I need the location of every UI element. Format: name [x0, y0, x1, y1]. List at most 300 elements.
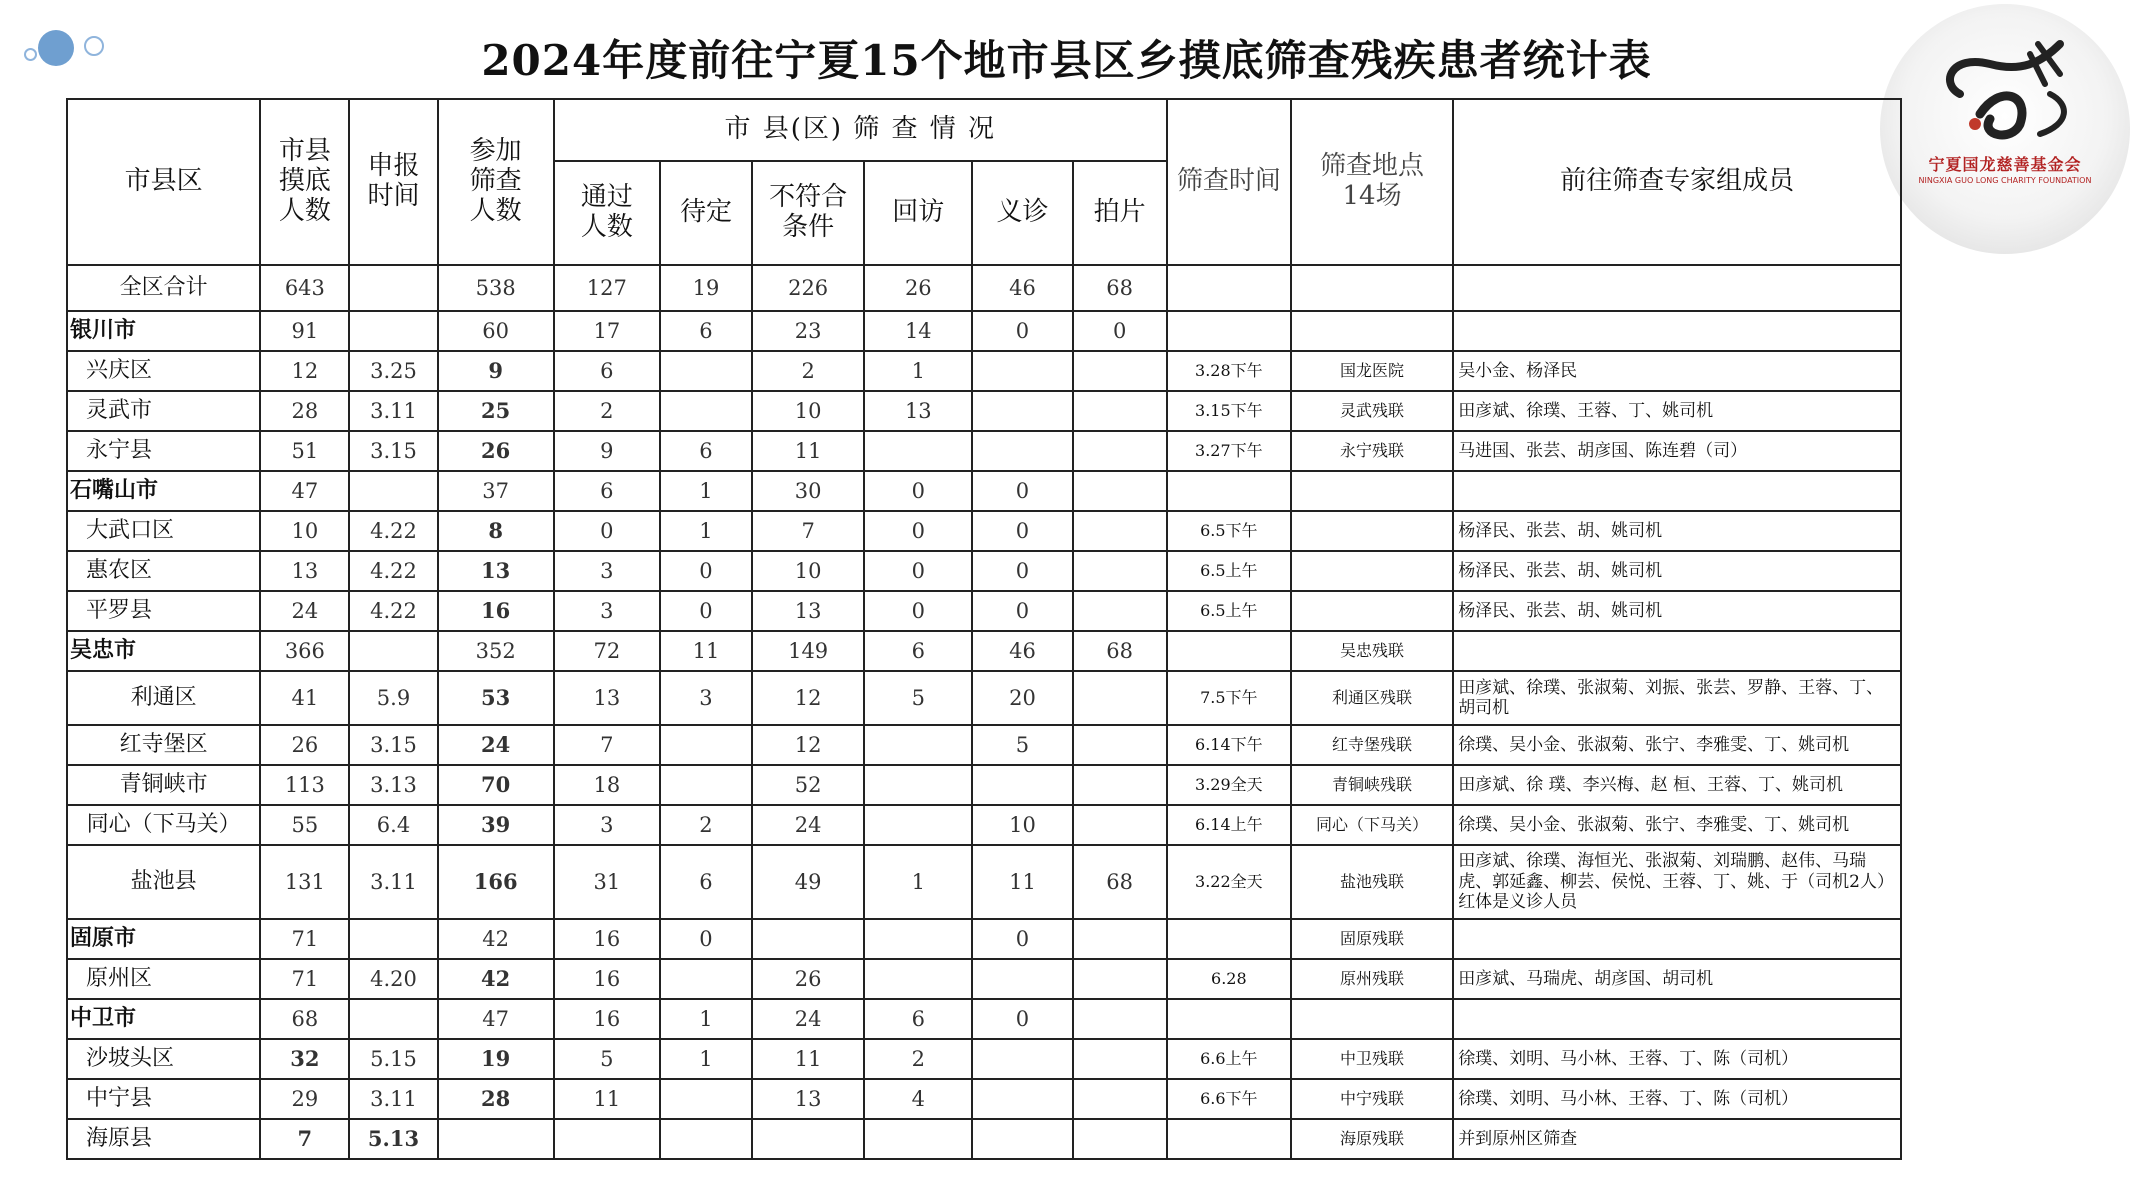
cell-unqualified: 12 — [752, 725, 864, 765]
cell-surveyed: 24 — [260, 591, 349, 631]
cell-apply-time — [349, 265, 437, 311]
cell-participants: 24 — [438, 725, 554, 765]
cell-experts: 杨泽民、张芸、胡、姚司机 — [1453, 591, 1901, 631]
cell-pending: 3 — [660, 671, 752, 725]
logo-english-name: NINGXIA GUO LONG CHARITY FOUNDATION — [1918, 176, 2092, 185]
cell-participants: 352 — [438, 631, 554, 671]
cell-revisit: 1 — [864, 845, 972, 919]
cell-free-clinic: 11 — [972, 845, 1072, 919]
cell-region-name: 灵武市 — [67, 391, 260, 431]
cell-region-name: 兴庆区 — [67, 351, 260, 391]
cell-screen-time: 6.6下午 — [1167, 1079, 1291, 1119]
cell-apply-time: 4.20 — [349, 959, 437, 999]
cell-apply-time: 3.11 — [349, 845, 437, 919]
cell-passed: 3 — [554, 805, 660, 845]
cell-pending: 2 — [660, 805, 752, 845]
cell-revisit: 5 — [864, 671, 972, 725]
cell-unqualified: 26 — [752, 959, 864, 999]
cell-location: 中卫残联 — [1291, 1039, 1453, 1079]
cell-revisit: 14 — [864, 311, 972, 351]
calligraphy-logo-icon — [1920, 24, 2090, 154]
cell-xray — [1073, 471, 1167, 511]
cell-surveyed: 41 — [260, 671, 349, 725]
table-row — [67, 551, 1901, 591]
table-row — [67, 1119, 1901, 1159]
cell-region-name: 固原市 — [67, 919, 260, 959]
cell-region-name: 青铜峡市 — [67, 765, 260, 805]
cell-xray — [1073, 725, 1167, 765]
city-row — [67, 999, 1901, 1039]
cell-xray — [1073, 591, 1167, 631]
cell-screen-time — [1167, 1119, 1291, 1159]
city-row — [67, 631, 1901, 671]
cell-free-clinic: 0 — [972, 471, 1072, 511]
cell-surveyed: 55 — [260, 805, 349, 845]
cell-passed: 3 — [554, 551, 660, 591]
cell-screen-time: 6.5上午 — [1167, 591, 1291, 631]
cell-surveyed: 26 — [260, 725, 349, 765]
cell-apply-time: 3.11 — [349, 1079, 437, 1119]
header-unqualified: 不符合 条件 — [752, 161, 864, 265]
cell-region-name: 惠农区 — [67, 551, 260, 591]
cell-location: 吴忠残联 — [1291, 631, 1453, 671]
cell-revisit — [864, 1119, 972, 1159]
cell-apply-time: 3.11 — [349, 391, 437, 431]
cell-pending — [660, 391, 752, 431]
cell-revisit: 26 — [864, 265, 972, 311]
city-row — [67, 919, 1901, 959]
cell-participants — [438, 1119, 554, 1159]
header-apply-time: 申报 时间 — [349, 99, 437, 265]
cell-screen-time — [1167, 631, 1291, 671]
table-row — [67, 511, 1901, 551]
cell-location: 青铜峡残联 — [1291, 765, 1453, 805]
cell-free-clinic: 46 — [972, 265, 1072, 311]
cell-revisit — [864, 919, 972, 959]
cell-screen-time: 6.5下午 — [1167, 511, 1291, 551]
table-row — [67, 391, 1901, 431]
cell-unqualified: 11 — [752, 431, 864, 471]
cell-screen-time: 6.28 — [1167, 959, 1291, 999]
header-free-clinic: 义诊 — [972, 161, 1072, 265]
cell-free-clinic: 10 — [972, 805, 1072, 845]
cell-free-clinic — [972, 351, 1072, 391]
cell-surveyed: 68 — [260, 999, 349, 1039]
header-participants: 参加 筛查 人数 — [438, 99, 554, 265]
cell-xray — [1073, 805, 1167, 845]
cell-screen-time: 6.14下午 — [1167, 725, 1291, 765]
cell-location: 中宁残联 — [1291, 1079, 1453, 1119]
cell-passed: 16 — [554, 919, 660, 959]
cell-passed: 31 — [554, 845, 660, 919]
cell-surveyed: 643 — [260, 265, 349, 311]
cell-location: 红寺堡残联 — [1291, 725, 1453, 765]
cell-location: 海原残联 — [1291, 1119, 1453, 1159]
cell-region-name: 吴忠市 — [67, 631, 260, 671]
cell-xray: 68 — [1073, 845, 1167, 919]
cell-revisit: 6 — [864, 631, 972, 671]
header-screening-group: 市 县(区) 筛 查 情 况 — [554, 99, 1167, 161]
table-header — [67, 99, 1901, 265]
cell-surveyed: 13 — [260, 551, 349, 591]
cell-unqualified: 10 — [752, 391, 864, 431]
cell-region-name: 平罗县 — [67, 591, 260, 631]
cell-passed: 16 — [554, 999, 660, 1039]
cell-region-name: 中宁县 — [67, 1079, 260, 1119]
table-row — [67, 351, 1901, 391]
foundation-logo — [1880, 4, 2130, 254]
cell-passed: 6 — [554, 471, 660, 511]
cell-experts: 徐璞、刘明、马小林、王蓉、丁、陈（司机） — [1453, 1039, 1901, 1079]
cell-location — [1291, 999, 1453, 1039]
cell-experts: 田彦斌、徐璞、王蓉、丁、姚司机 — [1453, 391, 1901, 431]
cell-location: 盐池残联 — [1291, 845, 1453, 919]
cell-surveyed: 71 — [260, 919, 349, 959]
cell-experts: 并到原州区筛查 — [1453, 1119, 1901, 1159]
cell-screen-time: 3.27下午 — [1167, 431, 1291, 471]
cell-experts — [1453, 311, 1901, 351]
cell-unqualified: 149 — [752, 631, 864, 671]
cell-apply-time: 4.22 — [349, 591, 437, 631]
header-xray: 拍片 — [1073, 161, 1167, 265]
cell-xray — [1073, 671, 1167, 725]
cell-revisit — [864, 805, 972, 845]
cell-xray — [1073, 511, 1167, 551]
cell-participants: 47 — [438, 999, 554, 1039]
cell-revisit — [864, 959, 972, 999]
cell-apply-time: 5.15 — [349, 1039, 437, 1079]
total-row — [67, 265, 1901, 311]
cell-participants: 16 — [438, 591, 554, 631]
cell-revisit — [864, 431, 972, 471]
cell-participants: 19 — [438, 1039, 554, 1079]
cell-xray — [1073, 919, 1167, 959]
cell-region-name: 原州区 — [67, 959, 260, 999]
cell-location — [1291, 591, 1453, 631]
cell-screen-time — [1167, 471, 1291, 511]
cell-surveyed: 51 — [260, 431, 349, 471]
cell-free-clinic: 0 — [972, 511, 1072, 551]
cell-free-clinic: 0 — [972, 919, 1072, 959]
cell-participants: 13 — [438, 551, 554, 591]
cell-apply-time — [349, 999, 437, 1039]
cell-unqualified: 23 — [752, 311, 864, 351]
cell-surveyed: 113 — [260, 765, 349, 805]
page-title: 2024年度前往宁夏15个地市县区乡摸底筛查残疾患者统计表 — [481, 36, 1652, 85]
cell-passed: 11 — [554, 1079, 660, 1119]
cell-apply-time — [349, 919, 437, 959]
cell-screen-time: 6.14上午 — [1167, 805, 1291, 845]
cell-region-name: 全区合计 — [67, 265, 260, 311]
cell-revisit: 13 — [864, 391, 972, 431]
logo-chinese-name: 宁夏国龙慈善基金会 — [1928, 155, 2082, 174]
cell-region-name: 盐池县 — [67, 845, 260, 919]
cell-surveyed: 91 — [260, 311, 349, 351]
header-passed: 通过 人数 — [554, 161, 660, 265]
cell-experts: 徐璞、吴小金、张淑菊、张宁、李雅雯、丁、姚司机 — [1453, 805, 1901, 845]
cell-passed: 17 — [554, 311, 660, 351]
table-row — [67, 671, 1901, 725]
cell-experts: 杨泽民、张芸、胡、姚司机 — [1453, 551, 1901, 591]
cell-apply-time: 3.15 — [349, 725, 437, 765]
cell-screen-time: 6.5上午 — [1167, 551, 1291, 591]
cell-xray — [1073, 959, 1167, 999]
cell-screen-time: 6.6上午 — [1167, 1039, 1291, 1079]
cell-apply-time: 3.13 — [349, 765, 437, 805]
cell-location — [1291, 265, 1453, 311]
cell-apply-time — [349, 311, 437, 351]
cell-apply-time: 4.22 — [349, 551, 437, 591]
cell-pending: 1 — [660, 471, 752, 511]
cell-revisit: 2 — [864, 1039, 972, 1079]
cell-experts: 田彦斌、徐璞、海恒光、张淑菊、刘瑞鹏、赵伟、马瑞虎、郭延鑫、柳芸、侯悦、王蓉、丁、姚、于（司机2人）红体是义诊人员 — [1453, 845, 1901, 919]
cell-location: 利通区残联 — [1291, 671, 1453, 725]
cell-unqualified: 13 — [752, 1079, 864, 1119]
cell-free-clinic — [972, 1079, 1072, 1119]
cell-free-clinic — [972, 1119, 1072, 1159]
cell-free-clinic: 0 — [972, 551, 1072, 591]
city-row — [67, 471, 1901, 511]
cell-surveyed: 29 — [260, 1079, 349, 1119]
table-row — [67, 1079, 1901, 1119]
cell-region-name: 中卫市 — [67, 999, 260, 1039]
cell-participants: 538 — [438, 265, 554, 311]
cell-unqualified — [752, 919, 864, 959]
cell-experts: 杨泽民、张芸、胡、姚司机 — [1453, 511, 1901, 551]
cell-passed: 18 — [554, 765, 660, 805]
cell-location: 固原残联 — [1291, 919, 1453, 959]
cell-unqualified: 226 — [752, 265, 864, 311]
cell-region-name: 永宁县 — [67, 431, 260, 471]
cell-participants: 26 — [438, 431, 554, 471]
cell-pending: 19 — [660, 265, 752, 311]
cell-participants: 9 — [438, 351, 554, 391]
cell-participants: 37 — [438, 471, 554, 511]
cell-apply-time — [349, 471, 437, 511]
cell-unqualified: 12 — [752, 671, 864, 725]
cell-pending — [660, 765, 752, 805]
cell-xray — [1073, 391, 1167, 431]
table-row — [67, 725, 1901, 765]
cell-location: 国龙医院 — [1291, 351, 1453, 391]
cell-pending: 1 — [660, 1039, 752, 1079]
cell-pending: 6 — [660, 311, 752, 351]
cell-xray — [1073, 765, 1167, 805]
cell-pending — [660, 1079, 752, 1119]
cell-xray: 0 — [1073, 311, 1167, 351]
cell-free-clinic: 20 — [972, 671, 1072, 725]
cell-free-clinic — [972, 1039, 1072, 1079]
cell-pending — [660, 725, 752, 765]
cell-unqualified: 24 — [752, 805, 864, 845]
cell-xray — [1073, 1119, 1167, 1159]
cell-location — [1291, 551, 1453, 591]
cell-experts: 徐璞、刘明、马小林、王蓉、丁、陈（司机） — [1453, 1079, 1901, 1119]
cell-screen-time: 3.28下午 — [1167, 351, 1291, 391]
cell-unqualified: 13 — [752, 591, 864, 631]
table-row — [67, 431, 1901, 471]
cell-participants: 70 — [438, 765, 554, 805]
cell-free-clinic: 0 — [972, 311, 1072, 351]
city-row — [67, 311, 1901, 351]
cell-participants: 166 — [438, 845, 554, 919]
cell-unqualified: 7 — [752, 511, 864, 551]
cell-unqualified: 2 — [752, 351, 864, 391]
cell-xray — [1073, 1079, 1167, 1119]
cell-surveyed: 71 — [260, 959, 349, 999]
cell-experts — [1453, 471, 1901, 511]
cell-pending: 6 — [660, 845, 752, 919]
cell-region-name: 同心（下马关） — [67, 805, 260, 845]
cell-participants: 39 — [438, 805, 554, 845]
cell-pending — [660, 959, 752, 999]
cell-location: 永宁残联 — [1291, 431, 1453, 471]
cell-surveyed: 12 — [260, 351, 349, 391]
cell-experts: 吴小金、杨泽民 — [1453, 351, 1901, 391]
cell-revisit: 6 — [864, 999, 972, 1039]
cell-region-name: 利通区 — [67, 671, 260, 725]
cell-location: 灵武残联 — [1291, 391, 1453, 431]
cell-participants: 42 — [438, 959, 554, 999]
cell-surveyed: 47 — [260, 471, 349, 511]
cell-location — [1291, 511, 1453, 551]
table-row — [67, 765, 1901, 805]
cell-unqualified: 10 — [752, 551, 864, 591]
cell-revisit: 4 — [864, 1079, 972, 1119]
cell-surveyed: 10 — [260, 511, 349, 551]
cell-apply-time — [349, 631, 437, 671]
cell-experts: 徐璞、吴小金、张淑菊、张宁、李雅雯、丁、姚司机 — [1453, 725, 1901, 765]
cell-free-clinic — [972, 959, 1072, 999]
cell-region-name: 海原县 — [67, 1119, 260, 1159]
cell-revisit — [864, 765, 972, 805]
cell-screen-time — [1167, 311, 1291, 351]
cell-free-clinic — [972, 765, 1072, 805]
cell-xray — [1073, 1039, 1167, 1079]
cell-region-name: 沙坡头区 — [67, 1039, 260, 1079]
cell-region-name: 红寺堡区 — [67, 725, 260, 765]
cell-passed: 13 — [554, 671, 660, 725]
cell-participants: 25 — [438, 391, 554, 431]
cell-passed: 2 — [554, 391, 660, 431]
cell-xray — [1073, 551, 1167, 591]
cell-experts: 田彦斌、马瑞虎、胡彦国、胡司机 — [1453, 959, 1901, 999]
header-revisit: 回访 — [864, 161, 972, 265]
cell-participants: 60 — [438, 311, 554, 351]
cell-free-clinic: 0 — [972, 591, 1072, 631]
cell-experts: 田彦斌、徐 璞、李兴梅、赵 桓、王蓉、丁、姚司机 — [1453, 765, 1901, 805]
cell-free-clinic: 0 — [972, 999, 1072, 1039]
cell-passed — [554, 1119, 660, 1159]
table-body — [67, 265, 1901, 1159]
cell-apply-time: 5.9 — [349, 671, 437, 725]
cell-experts: 马进国、张芸、胡彦国、陈连碧（司） — [1453, 431, 1901, 471]
cell-apply-time: 3.15 — [349, 431, 437, 471]
cell-unqualified: 24 — [752, 999, 864, 1039]
header-experts: 前往筛查专家组成员 — [1453, 99, 1901, 265]
cell-passed: 0 — [554, 511, 660, 551]
cell-apply-time: 5.13 — [349, 1119, 437, 1159]
cell-unqualified: 30 — [752, 471, 864, 511]
cell-free-clinic — [972, 391, 1072, 431]
cell-unqualified — [752, 1119, 864, 1159]
cell-experts: 田彦斌、徐璞、张淑菊、刘振、张芸、罗静、王蓉、丁、胡司机 — [1453, 671, 1901, 725]
cell-unqualified: 52 — [752, 765, 864, 805]
cell-location: 同心（下马关） — [1291, 805, 1453, 845]
cell-participants: 28 — [438, 1079, 554, 1119]
cell-pending: 1 — [660, 999, 752, 1039]
cell-screen-time — [1167, 265, 1291, 311]
cell-revisit: 0 — [864, 511, 972, 551]
cell-free-clinic: 46 — [972, 631, 1072, 671]
cell-experts — [1453, 919, 1901, 959]
cell-xray: 68 — [1073, 265, 1167, 311]
cell-surveyed: 7 — [260, 1119, 349, 1159]
cell-screen-time — [1167, 999, 1291, 1039]
cell-screen-time: 3.15下午 — [1167, 391, 1291, 431]
cell-pending: 6 — [660, 431, 752, 471]
cell-pending — [660, 351, 752, 391]
cell-pending: 0 — [660, 591, 752, 631]
cell-experts — [1453, 999, 1901, 1039]
cell-screen-time: 3.22全天 — [1167, 845, 1291, 919]
cell-pending: 11 — [660, 631, 752, 671]
cell-surveyed: 131 — [260, 845, 349, 919]
cell-free-clinic: 5 — [972, 725, 1072, 765]
cell-free-clinic — [972, 431, 1072, 471]
cell-surveyed: 366 — [260, 631, 349, 671]
cell-revisit: 0 — [864, 471, 972, 511]
cell-surveyed: 28 — [260, 391, 349, 431]
cell-revisit: 1 — [864, 351, 972, 391]
cell-screen-time: 7.5下午 — [1167, 671, 1291, 725]
table-row — [67, 845, 1901, 919]
cell-xray — [1073, 999, 1167, 1039]
header-region: 市县区 — [67, 99, 260, 265]
cell-xray: 68 — [1073, 631, 1167, 671]
cell-pending: 0 — [660, 551, 752, 591]
table-row — [67, 591, 1901, 631]
cell-surveyed: 32 — [260, 1039, 349, 1079]
cell-passed: 72 — [554, 631, 660, 671]
cell-unqualified: 49 — [752, 845, 864, 919]
cell-passed: 3 — [554, 591, 660, 631]
cell-apply-time: 3.25 — [349, 351, 437, 391]
statistics-table — [66, 98, 1902, 1160]
cell-participants: 8 — [438, 511, 554, 551]
cell-participants: 53 — [438, 671, 554, 725]
table-row — [67, 959, 1901, 999]
cell-passed: 7 — [554, 725, 660, 765]
cell-location: 原州残联 — [1291, 959, 1453, 999]
cell-location — [1291, 471, 1453, 511]
header-location: 筛查地点 14场 — [1291, 99, 1453, 265]
cell-region-name: 银川市 — [67, 311, 260, 351]
header-surveyed: 市县 摸底 人数 — [260, 99, 349, 265]
cell-region-name: 石嘴山市 — [67, 471, 260, 511]
cell-unqualified: 11 — [752, 1039, 864, 1079]
cell-region-name: 大武口区 — [67, 511, 260, 551]
header-screen-time: 筛查时间 — [1167, 99, 1291, 265]
cell-xray — [1073, 431, 1167, 471]
cell-experts — [1453, 265, 1901, 311]
cell-passed: 5 — [554, 1039, 660, 1079]
cell-passed: 9 — [554, 431, 660, 471]
cell-revisit: 0 — [864, 591, 972, 631]
header-pending: 待定 — [660, 161, 752, 265]
cell-apply-time: 6.4 — [349, 805, 437, 845]
cell-apply-time: 4.22 — [349, 511, 437, 551]
